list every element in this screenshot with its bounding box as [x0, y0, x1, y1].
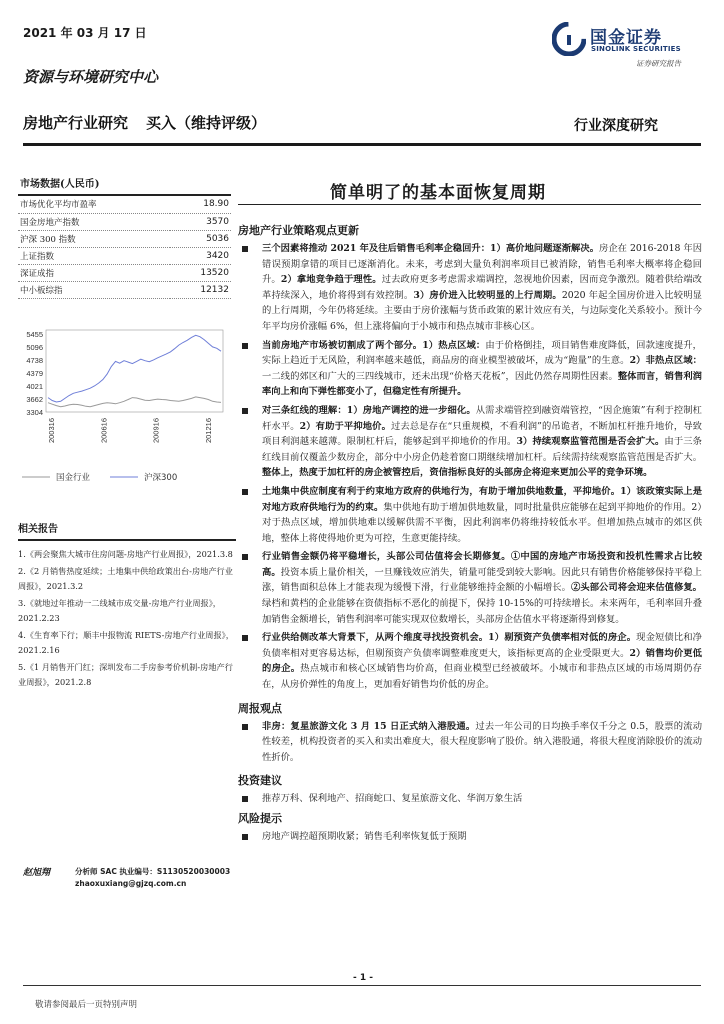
y-tick-label: 5096 — [26, 343, 43, 353]
related-report-item[interactable]: 1.《两会聚焦大城市住房问题-房地产行业周报》，2021.3.8 — [18, 549, 233, 559]
legend-label: 国金行业 — [56, 473, 91, 483]
index-line-chart — [18, 320, 231, 490]
market-data-value: 3420 — [170, 247, 231, 264]
sinolink-logo-icon — [552, 22, 586, 56]
x-tick-label: 200316 — [47, 418, 56, 444]
logo-text-en: SINOLINK SECURITIES — [591, 45, 681, 53]
logo-text-cn: 国金证券 — [590, 28, 662, 48]
report-type: 房地产行业研究 — [23, 114, 129, 132]
rating: 买入（维持评级） — [146, 114, 267, 132]
author-license: 分析师 SAC 执业编号：S1130520030003 — [75, 867, 231, 876]
market-data-row — [18, 264, 231, 281]
market-data-row — [18, 213, 231, 230]
chart-frame — [46, 330, 223, 412]
market-data-value: 5036 — [170, 230, 231, 247]
related-report-item[interactable]: 5.《1 月销售开门红；深圳发布二手房参考价机制-房地产行业周报》，2021.2.8 — [18, 662, 233, 687]
market-data-box — [18, 175, 231, 299]
market-data-row — [18, 247, 231, 264]
section-heading-strategy: 房地产行业策略观点更新 — [238, 224, 359, 237]
legend-label: 沪深300 — [144, 473, 178, 483]
x-tick-label: 200616 — [99, 418, 109, 444]
logo-subtitle: 证券研究报告 — [636, 59, 681, 68]
market-data-label: 上证指数 — [18, 247, 170, 264]
section-heading-risk: 风险提示 — [238, 812, 282, 825]
bullet-icon — [242, 796, 248, 802]
market-data-value: 18.90 — [170, 196, 231, 213]
bullet-icon — [242, 489, 248, 495]
strategy-point-4: 土地集中供应制度有利于约束地方政府的供地行为，有助于增加供地数量，平抑地价。1）该政策实际上是对地方政府供地行为的约束。集中供地有助于增加供地数量，同时批量供应能够在起到平抑地价的作用。2）对于热点区域，增加供地难以缓解供需不平衡，因此利润率仍将维持较低水平。但增加热点城市的郊区供地，整体上将使得地价更为可控，生意更能持续。 — [238, 484, 702, 546]
y-tick-label: 4379 — [26, 369, 43, 379]
market-data-title: 市场数据(人民币) — [18, 175, 231, 196]
market-data-value: 13520 — [170, 264, 231, 281]
author-name: 赵旭翔 — [23, 868, 51, 878]
market-data-table — [18, 196, 231, 299]
footer-note: 敬请参阅最后一页特别声明 — [35, 1000, 138, 1010]
bullet-icon — [242, 834, 248, 840]
header-divider — [23, 143, 701, 146]
related-report-item[interactable]: 2.《2 月销售热度延续；土地集中供给政策出台-房地产行业周报》，2021.3.2 — [18, 566, 233, 591]
market-data-label: 国金房地产指数 — [18, 213, 170, 230]
bullet-icon — [242, 343, 248, 349]
market-data-label: 市场优化平均市盈率 — [18, 196, 170, 213]
related-reports-title: 相关报告 — [18, 520, 236, 541]
series-line — [48, 335, 221, 402]
strategy-point-3: 对三条红线的理解：1）房地产调控的进一步细化。从需求端管控到融资端管控，“因企施策”有利于控制杠杆水平。2）有助于平抑地价。过去总是存在“只重规模，不看利润”的吊诡者，不断加杠杆推升地价，导致项目利润越来越薄。限制杠杆后，能够起到平抑地价的作用。3）持续观察监管范围是否会扩大。由于三条红线目前仅覆盖少数房企，部分中小房企仍趁着窗口期继续增加杠杆。后续需持续观察监管范围是否扩大。整体上，热度于加杠杆的房企被管控后，资信指标良好的头部房企将迎来更加公平的竞争环境。 — [238, 403, 702, 481]
related-report-item[interactable]: 3.《就地过年推动一二线城市成交量-房地产行业周报》，2021.2.23 — [18, 598, 221, 623]
market-data-row — [18, 230, 231, 247]
x-tick-label: 201216 — [204, 418, 213, 444]
related-report-item[interactable]: 4.《生育率下行；顺丰中报物流 RIETS-房地产行业周报》，2021.2.16 — [18, 630, 234, 655]
main-title-rule — [238, 204, 701, 205]
bullet-icon — [242, 246, 248, 252]
market-data-value: 3570 — [170, 213, 231, 230]
author-email[interactable]: zhaoxuxiang@gjzq.com.cn — [75, 879, 187, 888]
bullet-icon — [242, 724, 248, 730]
index-chart — [18, 320, 231, 490]
risk-point: 房地产调控超预期收紧；销售毛利率恢复低于预期 — [238, 829, 702, 845]
investment-point: 推荐万科、保利地产、招商蛇口、复星旅游文化、华润万象生活 — [238, 791, 702, 807]
bullet-icon — [242, 554, 248, 560]
bullet-icon — [242, 408, 248, 414]
y-tick-label: 5455 — [26, 330, 43, 339]
strategy-point-5: 行业销售金额仍将平稳增长，头部公司估值将会长期修复。①中国的房地产市场投资和投机性需求占比较高。投资本质上量价相关，一旦赚钱效应消失，销量可能受到较大影响。因此只有销售价格能够保持平稳上涨，销售面积总体上才能表现为缓慢下滑，行业能够维持金额的小幅增长。②头部公司将会迎来估值修复。绿档和黄档的企业能够在资债指标不恶化的前提下，保持 10-15%的可持续增长。未来两年，毛利率回升叠加销售金额增长，销售利润率可能实现双位数增长，头部房企估值水平将逐渐得到修复。 — [238, 549, 702, 627]
y-tick-label: 3662 — [26, 395, 43, 405]
y-tick-label: 3304 — [26, 408, 43, 417]
page-number: - 1 - — [353, 973, 373, 983]
report-title-bar — [23, 112, 284, 133]
market-data-label: 沪深 300 指数 — [18, 230, 170, 247]
market-data-row — [18, 281, 231, 298]
series-line — [48, 397, 221, 407]
x-tick-label: 200916 — [151, 418, 161, 444]
strategy-point-1: 三个因素将推动 2021 年及往后销售毛利率企稳回升：1）高价地问题逐渐解决。房企在 2016-2018 年因错误预期拿错的项目已逐渐消化。未来，考虑到大量负利润率项目已被消除，销售毛利率大概率将企稳回升。2）拿地竞争趋于理性。过去政府更多考虑需求端调控，忽视地价因素，因而竞争激烈。随着供给端改革持续深入，地价将得到有效控制。3）房价进入比较明显的上行周期。2020 年起全国房价进入比较明显的上行周期，今年仍将延续。主要由于房价涨幅与货币政策的累计效应有关，与边际变化关系较小。预计今年平均房价涨幅 6%，但上涨将偏向于小城市和热点城市非核心区。 — [238, 241, 702, 335]
y-tick-label: 4738 — [26, 356, 43, 365]
bullet-icon — [242, 635, 248, 641]
section-heading-investment: 投资建议 — [238, 774, 282, 788]
section-heading-weekly: 周报观点 — [238, 701, 282, 715]
weekly-point: 非房：复星旅游文化 3 月 15 日正式纳入港股通。过去一年公司的日均换手率仅千分之 0.5，股票的流动性较差，机构投资者的买入和卖出难度大，很大程度影响了股价。纳入港股通，将很大程度消除股价的流动性折价。 — [238, 719, 702, 766]
strategy-point-6: 行业供给侧改革大背景下，从两个维度寻找投资机会。1）剔预资产负债率相对低的房企。现金短债比和净负债率相对更容易达标，但剔预资产负债率调整难度更大，该指标更高的企业受限更大。2）销售均价更低的房企。热点城市和核心区域销售均价高，但商业模型已经被破坏。小城市和非热点区域的市场周期仍存在，从房价弹性的角度上，更加看好销售均价低的房企。 — [238, 630, 702, 692]
report-kind: 行业深度研究 — [574, 118, 658, 134]
research-center-name: 资源与环境研究中心 — [23, 68, 159, 86]
main-content — [238, 222, 702, 848]
author-info — [75, 866, 230, 890]
market-data-label: 深证成指 — [18, 264, 170, 281]
market-data-label: 中小板综指 — [18, 281, 170, 298]
related-reports — [18, 520, 236, 692]
y-tick-label: 4021 — [26, 382, 43, 391]
footer-divider — [23, 985, 701, 986]
main-title: 简单明了的基本面恢复周期 — [330, 183, 546, 203]
market-data-value: 12132 — [170, 281, 231, 298]
strategy-point-2: 当前房地产市场被切割成了两个部分。1）热点区域：由于价格倒挂，项目销售难度降低，回款速度提升，实际上趋近于无风险，利润率越来越低，商品房的商业模型被破坏，成为“跑量”的生意。2）非热点区域：一二线的郊区和广大的三四线城市，还未出现“价格天花板”，因此仍然存周期性因素。整体而言，销售利润率向上和向下弹性都变小了，但稳定性有所提升。 — [238, 338, 702, 400]
report-date: 2021 年 03 月 17 日 — [23, 26, 147, 40]
market-data-row — [18, 196, 231, 213]
